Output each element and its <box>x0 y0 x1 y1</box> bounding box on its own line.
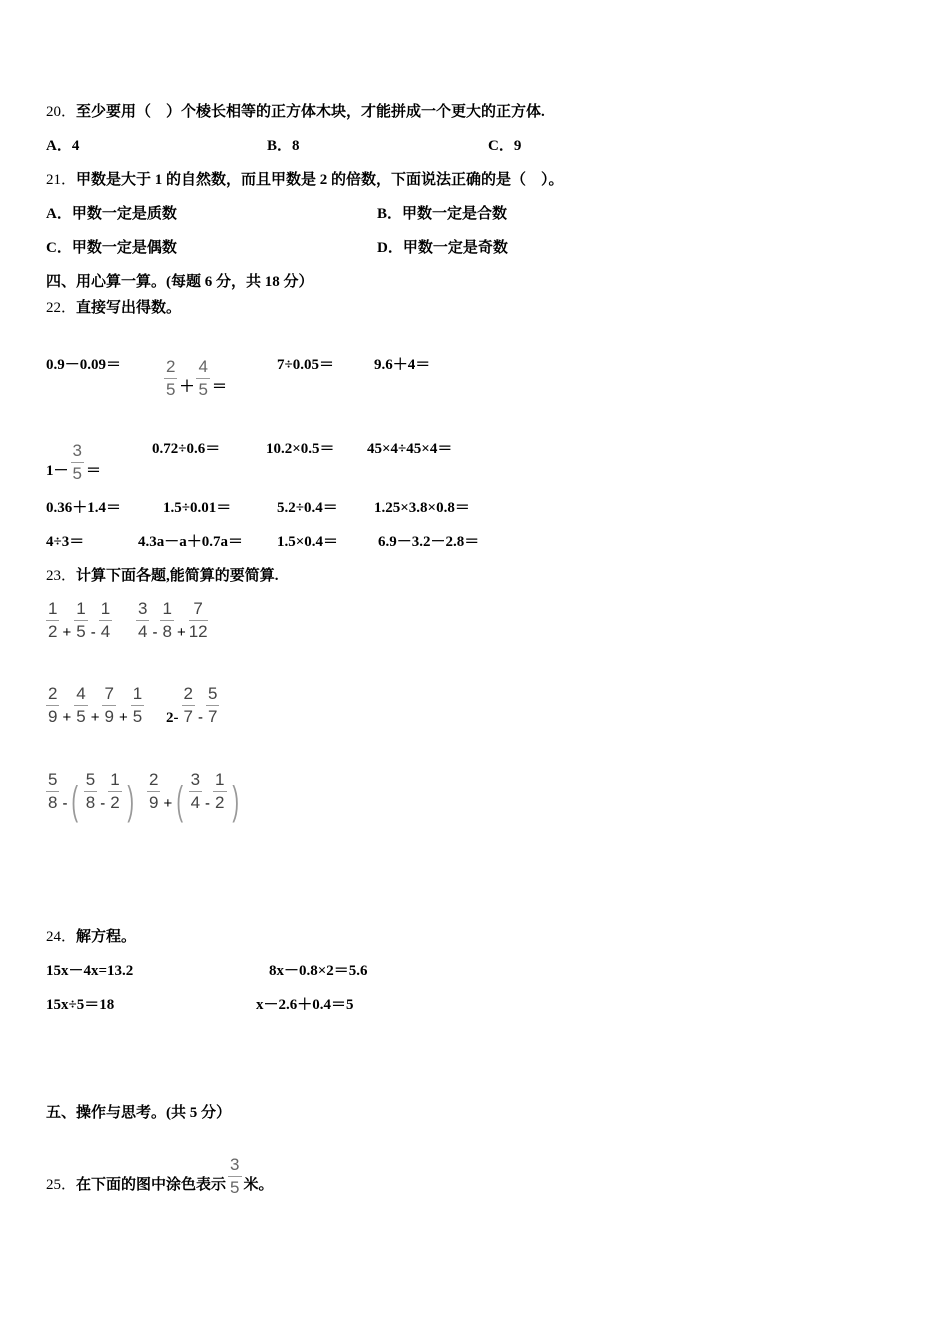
denominator: 4 <box>190 793 201 812</box>
calc-item <box>162 356 227 401</box>
denominator: 9 <box>48 707 58 726</box>
option-b: B．8 <box>267 138 300 154</box>
question-text: 计算下面各题,能简算的要简算. <box>76 568 279 584</box>
equation: 15x－4x=13.2 <box>46 963 134 979</box>
section-heading-4: 四、用心算一算。(每题 6 分，共 18 分） <box>46 274 314 290</box>
question-number: 22． <box>46 300 77 316</box>
calc-item: 10.2×0.5＝ <box>266 441 335 457</box>
question-20 <box>46 103 545 121</box>
numerator: 3 <box>71 440 84 463</box>
fraction <box>182 683 195 728</box>
fraction <box>46 683 59 728</box>
operator: - <box>62 795 68 812</box>
calc-item <box>46 440 101 485</box>
numerator: 1 <box>46 598 59 621</box>
right-paren: ) <box>231 779 239 823</box>
fraction <box>74 683 87 728</box>
operator: - <box>197 709 203 726</box>
fraction <box>71 440 84 485</box>
numerator: 5 <box>206 683 219 706</box>
section-heading-5: 五、操作与思考。(共 5 分） <box>46 1105 231 1121</box>
numerator: 5 <box>46 769 59 792</box>
operator: - <box>90 624 96 641</box>
calc-item: 1.5×0.4＝ <box>277 534 339 550</box>
question-number: 25． <box>46 1177 77 1193</box>
fraction <box>46 598 59 643</box>
calc-item: 4÷3＝ <box>46 534 85 550</box>
denominator: 2 <box>110 793 120 812</box>
question-25 <box>46 1154 274 1199</box>
expression-1 <box>44 598 114 644</box>
operator: ＝ <box>85 463 101 479</box>
question-24 <box>46 928 136 946</box>
fraction <box>164 356 177 401</box>
denominator: 8 <box>85 793 96 812</box>
denominator: 5 <box>132 707 143 726</box>
numerator: 7 <box>102 683 115 706</box>
fraction <box>74 598 87 643</box>
denominator: 2 <box>48 622 58 641</box>
denominator: 9 <box>104 707 114 726</box>
option-b: B．甲数一定是合数 <box>377 206 508 222</box>
fraction <box>160 598 173 643</box>
operator: - <box>152 624 158 641</box>
calc-item: 5.2÷0.4＝ <box>277 500 338 516</box>
fraction <box>84 769 97 814</box>
numerator: 3 <box>189 769 202 792</box>
denominator: 7 <box>207 707 218 726</box>
calc-item: 1.25×3.8×0.8＝ <box>374 500 470 516</box>
numerator: 1 <box>74 598 87 621</box>
expression-3 <box>44 683 146 729</box>
calc-item: 0.9－0.09＝ <box>46 357 122 373</box>
fraction <box>102 683 115 728</box>
question-text: 解方程。 <box>76 929 137 945</box>
denominator: 9 <box>149 793 159 812</box>
denominator: 5 <box>230 1178 240 1197</box>
operator: + <box>62 624 72 641</box>
fraction <box>189 598 208 643</box>
denominator: 7 <box>183 707 193 726</box>
calc-item: 1.5÷0.01＝ <box>163 500 232 516</box>
numerator: 3 <box>136 598 149 621</box>
denominator: 8 <box>48 793 58 812</box>
operator: ＋ <box>179 379 195 395</box>
denominator: 2 <box>215 793 225 812</box>
numerator: 1 <box>108 769 121 792</box>
calc-item: 6.9－3.2－2.8＝ <box>378 534 480 550</box>
numerator: 2 <box>182 683 195 706</box>
fraction <box>228 1154 241 1199</box>
option-d: D．甲数一定是奇数 <box>377 240 508 256</box>
numerator: 7 <box>189 598 208 621</box>
left-paren: ( <box>176 779 184 823</box>
expression-5 <box>44 769 137 823</box>
operator: + <box>62 709 72 726</box>
right-paren: ) <box>127 779 134 823</box>
denominator: 8 <box>162 622 172 641</box>
numerator: 3 <box>228 1154 241 1177</box>
option-a: A．甲数一定是质数 <box>46 206 177 222</box>
numerator: 4 <box>196 356 209 379</box>
calc-item: 9.6＋4＝ <box>374 357 431 373</box>
denominator: 4 <box>138 622 148 641</box>
equation: x－2.6＋0.4＝5 <box>256 997 354 1013</box>
question-number: 24． <box>46 929 77 945</box>
calc-item: 0.36＋1.4＝ <box>46 500 122 516</box>
fraction <box>46 769 59 814</box>
denominator: 5 <box>76 622 86 641</box>
fraction <box>99 598 112 643</box>
fraction <box>108 769 121 814</box>
denominator: 12 <box>188 622 208 641</box>
operator: - <box>205 795 211 812</box>
numerator: 2 <box>147 769 160 792</box>
question-text: 甲数是大于 1 的自然数，而且甲数是 2 的倍数，下面说法正确的是（ ）。 <box>76 172 564 188</box>
unit-text: 米。 <box>243 1177 274 1193</box>
question-text: 在下面的图中涂色表示 <box>76 1177 227 1193</box>
expression-2 <box>134 598 210 644</box>
operator: + <box>90 709 100 726</box>
fraction <box>196 356 209 401</box>
calc-item: 7÷0.05＝ <box>277 357 334 373</box>
option-a: A．4 <box>46 138 80 154</box>
denominator: 5 <box>76 707 86 726</box>
calc-item: 45×4÷45×4＝ <box>367 441 453 457</box>
question-number: 20． <box>46 104 77 120</box>
fraction <box>189 769 202 814</box>
fraction <box>206 683 219 728</box>
question-22 <box>46 299 181 317</box>
question-23 <box>46 567 279 585</box>
equation: 15x÷5＝18 <box>46 997 115 1013</box>
numerator: 1 <box>131 683 144 706</box>
expression-6 <box>145 769 242 823</box>
numerator: 1 <box>160 598 173 621</box>
denominator: 5 <box>166 380 176 399</box>
question-number: 21． <box>46 172 77 188</box>
expression-4 <box>165 683 221 729</box>
operator: 2- <box>166 710 179 726</box>
operator: + <box>163 795 173 812</box>
question-21 <box>46 171 564 189</box>
left-paren: ( <box>71 779 79 823</box>
option-c: C．9 <box>488 138 522 154</box>
numerator: 1 <box>99 598 112 621</box>
question-text: 至少要用（ ）个棱长相等的正方体木块，才能拼成一个更大的正方体. <box>76 104 545 120</box>
fraction <box>131 683 144 728</box>
equation: 8x－0.8×2＝5.6 <box>269 963 368 979</box>
fraction <box>213 769 226 814</box>
numerator: 5 <box>84 769 97 792</box>
option-c: C．甲数一定是偶数 <box>46 240 177 256</box>
operator: 1－ <box>46 463 69 479</box>
numerator: 4 <box>74 683 87 706</box>
numerator: 2 <box>164 356 177 379</box>
denominator: 5 <box>72 464 82 483</box>
operator: - <box>100 795 106 812</box>
question-text: 直接写出得数。 <box>76 300 182 316</box>
calc-item: 0.72÷0.6＝ <box>152 441 221 457</box>
operator: ＝ <box>211 379 227 395</box>
calc-item: 4.3a－a＋0.7a＝ <box>138 534 244 550</box>
denominator: 4 <box>100 622 111 641</box>
operator: + <box>176 624 186 641</box>
operator: + <box>118 709 128 726</box>
denominator: 5 <box>198 380 208 399</box>
fraction <box>136 598 149 643</box>
numerator: 2 <box>46 683 59 706</box>
numerator: 1 <box>213 769 226 792</box>
question-number: 23． <box>46 568 77 584</box>
fraction <box>147 769 160 814</box>
